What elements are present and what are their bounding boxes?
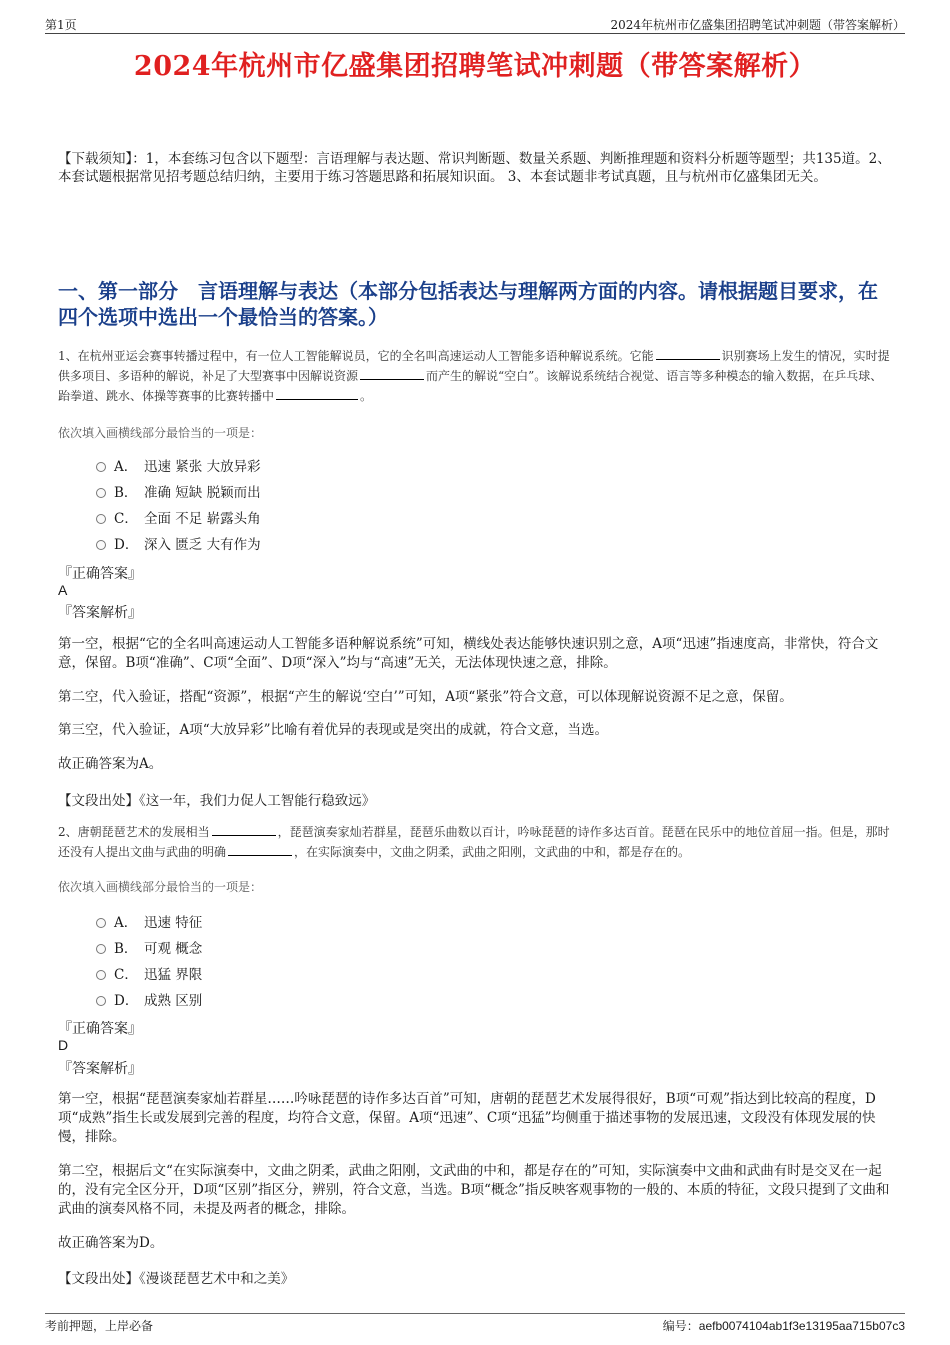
q1-text-part: 识别赛场上发生的情况，实时提供多项目、多语种的解说，补足了大型赛事中因解说资源 — [58, 349, 890, 383]
source-citation: 【文段出处】《漫谈琵琶艺术中和之美》 — [58, 1271, 295, 1287]
doc-id-value: aefb0074104ab1f3e13195aa715b07c3 — [698, 1319, 905, 1333]
option-d[interactable]: D． 成熟 区别 — [96, 986, 202, 1012]
source-citation: 【文段出处】《这一年，我们力促人工智能行稳致远》 — [58, 793, 376, 809]
radio-icon[interactable] — [96, 996, 106, 1006]
radio-icon[interactable] — [96, 462, 106, 472]
document-title: 2024年杭州市亿盛集团招聘笔试冲刺题（带答案解析） — [133, 51, 817, 82]
analysis-paragraph: 第二空，代入验证，搭配“资源”，根据“产生的解说‘空白’”可知，A项“紧张”符合文意，可以体现解说资源不足之意，保留。 — [58, 689, 793, 705]
option-c[interactable]: C． 迅猛 界限 — [96, 960, 202, 986]
radio-icon[interactable] — [96, 540, 106, 550]
question-1-options — [96, 452, 261, 556]
correct-answer-label: 『正确答案』 — [58, 1021, 142, 1037]
analysis-conclusion: 故正确答案为D。 — [58, 1235, 164, 1251]
option-a[interactable]: A． 迅速 紧张 大放异彩 — [96, 452, 261, 478]
option-b[interactable]: B． 准确 短缺 脱颖而出 — [96, 478, 261, 504]
q2-text-part: 2、唐朝琵琶艺术的发展相当 — [58, 825, 210, 839]
analysis-paragraph: 第一空，根据“它的全名叫高速运动人工智能多语种解说系统”可知，横线处表达能够快速识别之意，A项“迅速”指速度高，非常快，符合文意，保留。B项“准确”、C项“全面”、D项“深入”均与“高速”无关，无法体现快速之意，排除。 — [58, 636, 879, 671]
header-doc-title: 2024年杭州市亿盛集团招聘笔试冲刺题（带答案解析） — [610, 18, 905, 32]
correct-answer-label: 『正确答案』 — [58, 566, 142, 582]
q2-text-part: ，琵琶演奏家灿若群星，琵琶乐曲数以百计，吟咏琵琶的诗作多达百首。琵琶在民乐中的地位首屈一指。但是，那时还没有人提出文曲与武曲的明确 — [58, 825, 890, 859]
option-a[interactable]: A． 迅速 特征 — [96, 908, 202, 934]
page-footer — [45, 1313, 905, 1333]
correct-answer: D — [58, 1037, 69, 1053]
question-2-instruction: 依次填入画横线部分最恰当的一项是： — [58, 880, 263, 894]
q1-text-part: 。 — [360, 389, 373, 403]
download-notice: 【下载须知】：1，本套练习包含以下题型：言语理解与表达题、常识判断题、数量关系题、判断推理题和资料分析题等题型；共135道。2、本套试题根据常见招考题总结归纳，主要用于练习答题思路和拓展知识面。 3、本套试题非考试真题，且与杭州市亿盛集团无关。 — [58, 151, 891, 185]
option-d[interactable]: D． 深入 匮乏 大有作为 — [96, 530, 261, 556]
analysis-label: 『答案解析』 — [58, 1061, 142, 1077]
analysis-paragraph: 第三空，代入验证，A项“大放异彩”比喻有着优异的表现或是突出的成就，符合文意，当选。 — [58, 722, 609, 738]
footer-doc-id — [663, 1317, 905, 1334]
fill-blank — [228, 844, 292, 856]
radio-icon[interactable] — [96, 488, 106, 498]
q2-text-part: ，在实际演奏中，文曲之阴柔，武曲之阳刚，文武曲的中和，都是存在的。 — [294, 845, 691, 859]
q1-text-part: 1、在杭州亚运会赛事转播过程中，有一位人工智能解说员，它的全名叫高速运动人工智能多语种解说系统。它能 — [58, 349, 654, 363]
question-1-text — [58, 346, 894, 406]
radio-icon[interactable] — [96, 918, 106, 928]
analysis-conclusion: 故正确答案为A。 — [58, 756, 163, 772]
analysis-paragraph: 第二空，根据后文“在实际演奏中，文曲之阴柔，武曲之阳刚，文武曲的中和，都是存在的”可知，实际演奏中文曲和武曲有时是交叉在一起的，没有完全区分开，D项“区别”指区分，辨别，符合文意，当选。B项“概念”指反映客观事物的一般的、本质的特征，文段只提到了文曲和武曲的演奏风格不同，未提及两者的概念，排除。 — [58, 1163, 890, 1217]
question-1-instruction: 依次填入画横线部分最恰当的一项是： — [58, 426, 263, 440]
analysis-label: 『答案解析』 — [58, 605, 142, 621]
correct-answer: A — [58, 582, 68, 598]
footer-slogan: 考前押题，上岸必备 — [45, 1319, 154, 1333]
page-number: 第1页 — [45, 18, 77, 32]
fill-blank — [212, 824, 276, 836]
fill-blank — [276, 388, 358, 400]
doc-id-label: 编号： — [662, 1319, 699, 1333]
section-heading: 一、第一部分 言语理解与表达（本部分包括表达与理解两方面的内容。请根据题目要求，在四个选项中选出一个最恰当的答案。） — [58, 279, 878, 329]
analysis-paragraph: 第一空，根据“琵琶演奏家灿若群星……吟咏琵琶的诗作多达百首”可知，唐朝的琵琶艺术发展得很好，B项“可观”指达到比较高的程度，D项“成熟”指生长或发展到完善的程度，均符合文意，保留。A项“迅速”、C项“迅猛”均侧重于描述事物的发展迅速，文段没有体现发展的快慢，排除。 — [58, 1091, 876, 1145]
fill-blank — [360, 368, 424, 380]
option-c[interactable]: C． 全面 不足 崭露头角 — [96, 504, 261, 530]
question-2-text — [58, 822, 894, 862]
q1-text-part: 而产生的解说“空白”。该解说系统结合视觉、语言等多种模态的输入数据，在乒乓球、跆拳道、跳水、体操等赛事的比赛转播中 — [58, 369, 883, 403]
radio-icon[interactable] — [96, 514, 106, 524]
page-header — [45, 14, 905, 34]
radio-icon[interactable] — [96, 944, 106, 954]
option-b[interactable]: B． 可观 概念 — [96, 934, 202, 960]
question-2-options — [96, 908, 202, 1012]
fill-blank — [656, 348, 720, 360]
radio-icon[interactable] — [96, 970, 106, 980]
